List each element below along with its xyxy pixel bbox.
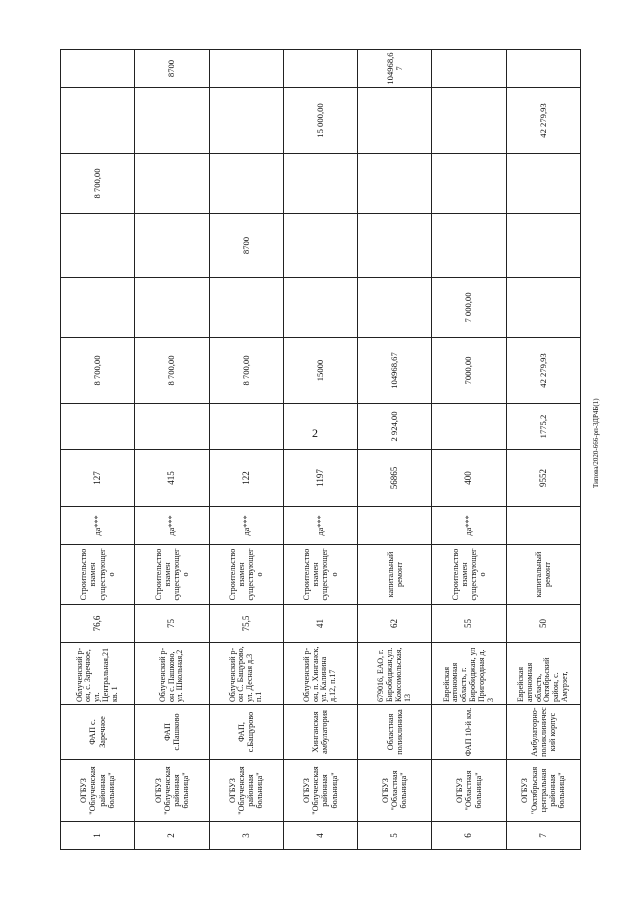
- cell-work-type: Строительство взамен существующего: [432, 545, 506, 605]
- cell-address: Облученский р-он с. Пашково, ул. Школьная,2: [135, 643, 209, 705]
- cell-cost-year-3: [209, 154, 283, 214]
- cell-organization: ОГБУЗ "Облученская районная больница": [61, 760, 135, 822]
- cell-cost-year-2: 8700: [209, 214, 283, 278]
- cell-cost-year-4: [432, 88, 506, 154]
- cell-row-number: 2: [135, 822, 209, 850]
- cell-cost-year-5: [209, 50, 283, 88]
- cell-work-type: капитальный ремонт: [506, 545, 580, 605]
- cell-organization: ОГБУЗ "Областная больница": [358, 760, 432, 822]
- cell-cost-year-2: [506, 214, 580, 278]
- cell-cost-year-4: [61, 88, 135, 154]
- cell-organization: ОГБУЗ "Октябрьская центральная районная больница": [506, 760, 580, 822]
- cell-cost-year-1: [209, 278, 283, 338]
- cell-cost-total: 8 700,00: [61, 338, 135, 404]
- cell-cost-total: 42 279,93: [506, 338, 580, 404]
- cell-row-number: 7: [506, 822, 580, 850]
- cell-cost-year-1: [283, 278, 357, 338]
- cell-address: 679016, ЕАО, г. Биробиджан,ул. Комсомольская,13: [358, 643, 432, 705]
- cell-population: 122: [209, 450, 283, 507]
- table-row: [135, 50, 209, 850]
- table-row: [209, 50, 283, 850]
- cell-cost-year-1: 7 000,00: [432, 278, 506, 338]
- cell-flag: [506, 507, 580, 545]
- cell-population: 1197: [283, 450, 357, 507]
- cell-cost-year-4: 15 000,00: [283, 88, 357, 154]
- cell-cost-year-4: [135, 88, 209, 154]
- cell-population: 400: [432, 450, 506, 507]
- cell-population: 9552: [506, 450, 580, 507]
- cell-cost-year-3: [506, 154, 580, 214]
- cell-area: 55: [432, 605, 506, 643]
- cell-cost-year-2: [432, 214, 506, 278]
- cell-population: 56865: [358, 450, 432, 507]
- cell-cost-year-3: [135, 154, 209, 214]
- cell-cost-year-1: [61, 278, 135, 338]
- cell-cost-total: 8 700,00: [209, 338, 283, 404]
- cell-population: 127: [61, 450, 135, 507]
- cell-facility: ФАП с. Заречное: [61, 705, 135, 760]
- cell-row-number: 6: [432, 822, 506, 850]
- cell-cost-year-3: [283, 154, 357, 214]
- cell-facility: ФАП, с.Бащурово: [209, 705, 283, 760]
- cell-cost-year-5: [61, 50, 135, 88]
- table-row: [432, 50, 506, 850]
- cell-address: Еврейская автономная область, Октябрьский район, с. Амурзет,: [506, 643, 580, 705]
- cell-area: 62: [358, 605, 432, 643]
- table-row: [61, 50, 135, 850]
- cell-facility: Хинганская амбулатория: [283, 705, 357, 760]
- cell-cost-year-3: [432, 154, 506, 214]
- cell-flag: [358, 507, 432, 545]
- cell-cost-year-2: [283, 214, 357, 278]
- cell-address: Облученский р-он, с. Заречное, ул. Центральная,21 кв. 1: [61, 643, 135, 705]
- cell-cost-year-2: [61, 214, 135, 278]
- cell-cost-year-5: 8700: [135, 50, 209, 88]
- page-number: 2: [312, 426, 318, 440]
- cell-organization: ОГБУЗ "Облученская районная больница": [283, 760, 357, 822]
- table-row: [506, 50, 580, 850]
- cell-flag: да***: [135, 507, 209, 545]
- cell-cost-1: [432, 404, 506, 450]
- cell-cost-total: 7000,00: [432, 338, 506, 404]
- cell-work-type: Строительство взамен существующего: [61, 545, 135, 605]
- cell-cost-year-1: [358, 278, 432, 338]
- cell-flag: да***: [209, 507, 283, 545]
- cell-cost-1: 1775,2: [506, 404, 580, 450]
- cell-flag: да***: [61, 507, 135, 545]
- cell-flag: да***: [283, 507, 357, 545]
- table-row: [358, 50, 432, 850]
- cell-cost-year-3: [358, 154, 432, 214]
- cell-flag: да***: [432, 507, 506, 545]
- cell-area: 50: [506, 605, 580, 643]
- cell-facility: Амбулаторно-поликлинический корпус: [506, 705, 580, 760]
- rotated-table-container: [60, 50, 580, 850]
- cell-work-type: капитальный ремонт: [358, 545, 432, 605]
- cell-cost-1: [283, 404, 357, 450]
- cell-cost-year-5: 104968,67: [358, 50, 432, 88]
- table-row: [283, 50, 357, 850]
- cell-cost-year-4: [358, 88, 432, 154]
- cell-cost-total: 8 700,00: [135, 338, 209, 404]
- cell-cost-year-5: [432, 50, 506, 88]
- cell-cost-1: [135, 404, 209, 450]
- cell-cost-1: 2 924,00: [358, 404, 432, 450]
- document-code: Типова/2020-666-рп-ЗДР4Б(1): [592, 398, 600, 488]
- facilities-table: [60, 49, 581, 850]
- cell-cost-year-5: [283, 50, 357, 88]
- cell-facility: Областная поликлиника: [358, 705, 432, 760]
- cell-area: 75: [135, 605, 209, 643]
- cell-row-number: 1: [61, 822, 135, 850]
- cell-cost-year-5: [506, 50, 580, 88]
- cell-area: 76,6: [61, 605, 135, 643]
- cell-facility: ФАП 10-й км.: [432, 705, 506, 760]
- cell-address: Еврейская автономная область, г. Биробиджан, ул Пригородная д. 3: [432, 643, 506, 705]
- cell-cost-year-3: 8 700,00: [61, 154, 135, 214]
- cell-cost-year-1: [135, 278, 209, 338]
- cell-cost-1: [61, 404, 135, 450]
- cell-cost-year-2: [135, 214, 209, 278]
- cell-work-type: Строительство взамен существующего: [135, 545, 209, 605]
- cell-address: Облученский р-он С. Бащурово, ул. Десная д.3 п.1: [209, 643, 283, 705]
- cell-cost-total: 104968,67: [358, 338, 432, 404]
- cell-cost-year-4: 42 279,93: [506, 88, 580, 154]
- cell-organization: ОГБУЗ "Облученская районная больница": [135, 760, 209, 822]
- cell-population: 415: [135, 450, 209, 507]
- cell-cost-year-4: [209, 88, 283, 154]
- cell-work-type: Строительство взамен существующего: [209, 545, 283, 605]
- cell-cost-1: [209, 404, 283, 450]
- cell-cost-total: 15000: [283, 338, 357, 404]
- cell-area: 75,5: [209, 605, 283, 643]
- table-body: [61, 50, 581, 850]
- cell-facility: ФАП с.Пашково: [135, 705, 209, 760]
- cell-work-type: Строительство взамен существующего: [283, 545, 357, 605]
- cell-address: Облученский р-он, п. Хинганск, ул. Калинина д.12, п.17: [283, 643, 357, 705]
- cell-row-number: 3: [209, 822, 283, 850]
- cell-row-number: 5: [358, 822, 432, 850]
- cell-area: 41: [283, 605, 357, 643]
- cell-organization: ОГБУЗ "Облученская районная больница": [209, 760, 283, 822]
- cell-cost-year-2: [358, 214, 432, 278]
- cell-organization: ОГБУЗ "Областная больница": [432, 760, 506, 822]
- cell-cost-year-1: [506, 278, 580, 338]
- cell-row-number: 4: [283, 822, 357, 850]
